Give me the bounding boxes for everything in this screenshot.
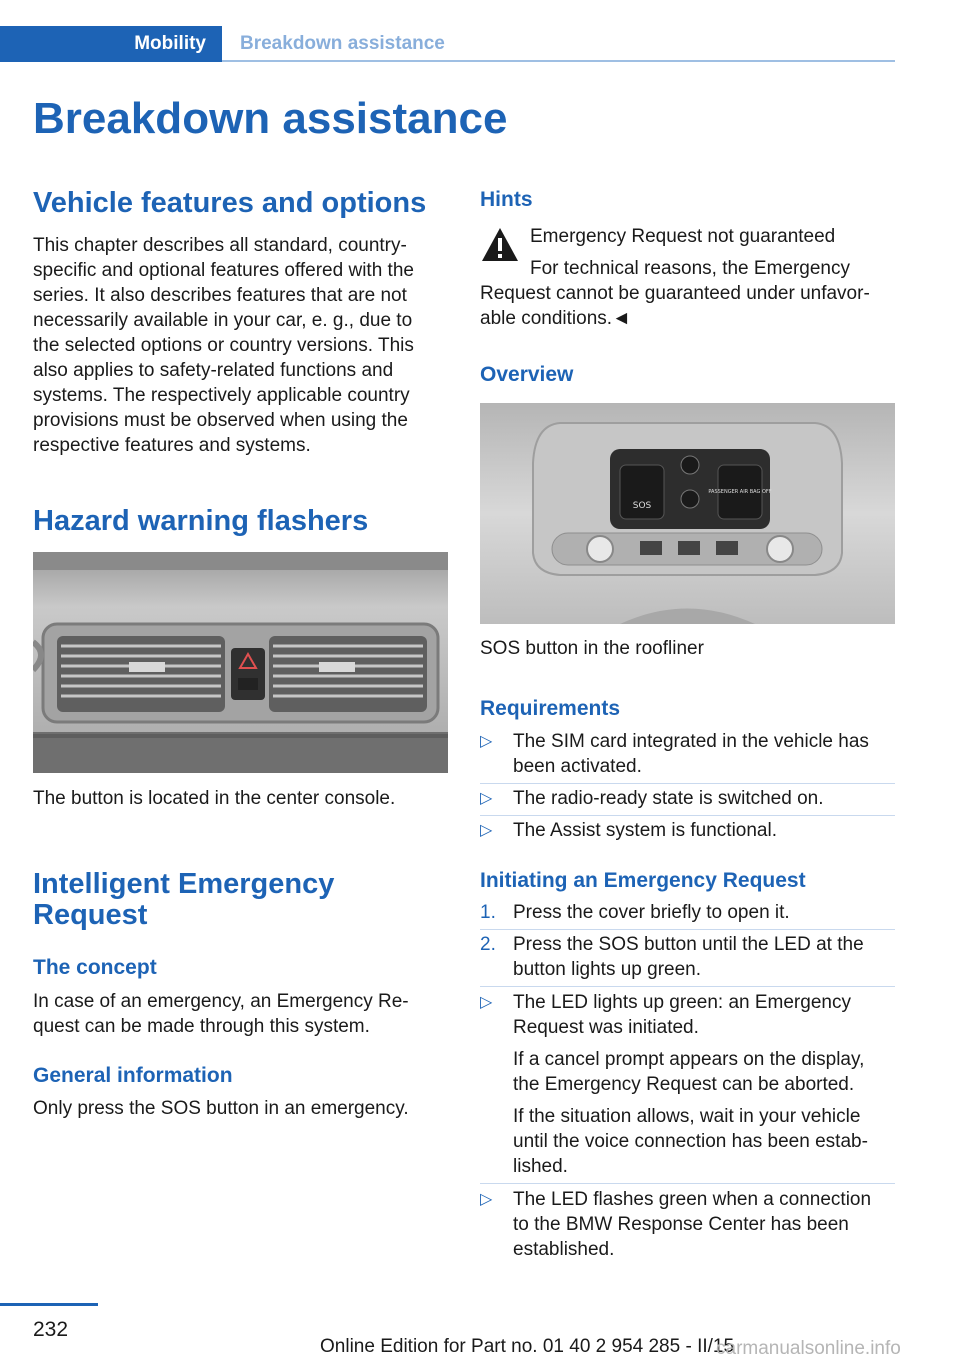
warning-line-1: For technical reasons, the Emergency	[530, 258, 850, 279]
hazard-caption: The button is located in the center console.	[33, 788, 396, 809]
ier-heading-line1: Intelligent Emergency	[33, 868, 335, 900]
page-number: 232	[33, 1318, 69, 1341]
ier-heading-line2: Request	[33, 899, 148, 931]
vehicle-features-heading: Vehicle features and options	[33, 187, 427, 219]
chapter-tab: Breakdown assistance	[240, 33, 445, 54]
airbag-button-label: PASSENGER AIR BAG OFF	[708, 489, 772, 495]
list-separator	[480, 929, 895, 930]
triangle-bullet-icon: ▷	[480, 1191, 493, 1208]
concept-heading: The concept	[33, 956, 157, 979]
hazard-photo	[33, 552, 448, 773]
running-header	[0, 26, 895, 62]
triangle-bullet-icon: ▷	[480, 790, 493, 807]
warning-title: Emergency Request not guaranteed	[530, 226, 836, 247]
section-tab: Mobility	[0, 26, 222, 62]
triangle-bullet-icon: ▷	[480, 822, 493, 839]
list-separator	[480, 1183, 895, 1184]
page-title: Breakdown assistance	[33, 94, 508, 143]
warning-line-2: Request cannot be guaranteed under unfavor-	[480, 283, 870, 304]
roofliner-sos-illustration	[480, 403, 895, 624]
footer-rule	[0, 1303, 98, 1306]
watermark-text: carmanualsonline.info	[716, 1338, 901, 1359]
hints-heading: Hints	[480, 188, 533, 211]
requirements-heading: Requirements	[480, 697, 621, 720]
overview-caption: SOS button in the roofliner	[480, 638, 704, 659]
list-separator	[480, 783, 895, 784]
roofliner-photo	[480, 403, 895, 624]
general-info-text: Only press the SOS button in an emergency.	[33, 1098, 409, 1119]
vehicle-features-text: This chapter describes all standard, country- specific and optional features offered with the series. It also describes features that are not necessarily available in your car, e. g., due to the selected options or country versions. This also applies to safety-related functions and systems. The respectively applicable country provisions must be observed when using the respective features and systems.	[33, 235, 414, 456]
hazard-heading: Hazard warning flashers	[33, 505, 369, 537]
general-info-heading: General information	[33, 1064, 233, 1087]
edition-text: Online Edition for Part no. 01 40 2 954 285 - II/15	[320, 1336, 735, 1357]
initiating-heading: Initiating an Emergency Request	[480, 869, 806, 892]
warning-line-3: able conditions.◄	[480, 308, 631, 329]
center-console-vents-illustration	[33, 552, 448, 773]
list-separator	[480, 986, 895, 987]
list-separator	[480, 815, 895, 816]
overview-heading: Overview	[480, 363, 574, 386]
warning-triangle-icon	[480, 226, 520, 264]
sos-button-label: SOS	[632, 501, 652, 511]
header-rule	[222, 60, 895, 62]
triangle-bullet-icon: ▷	[480, 994, 493, 1011]
triangle-bullet-icon: ▷	[480, 733, 493, 750]
concept-text: In case of an emergency, an Emergency Re- quest can be made through this system.	[33, 991, 409, 1037]
